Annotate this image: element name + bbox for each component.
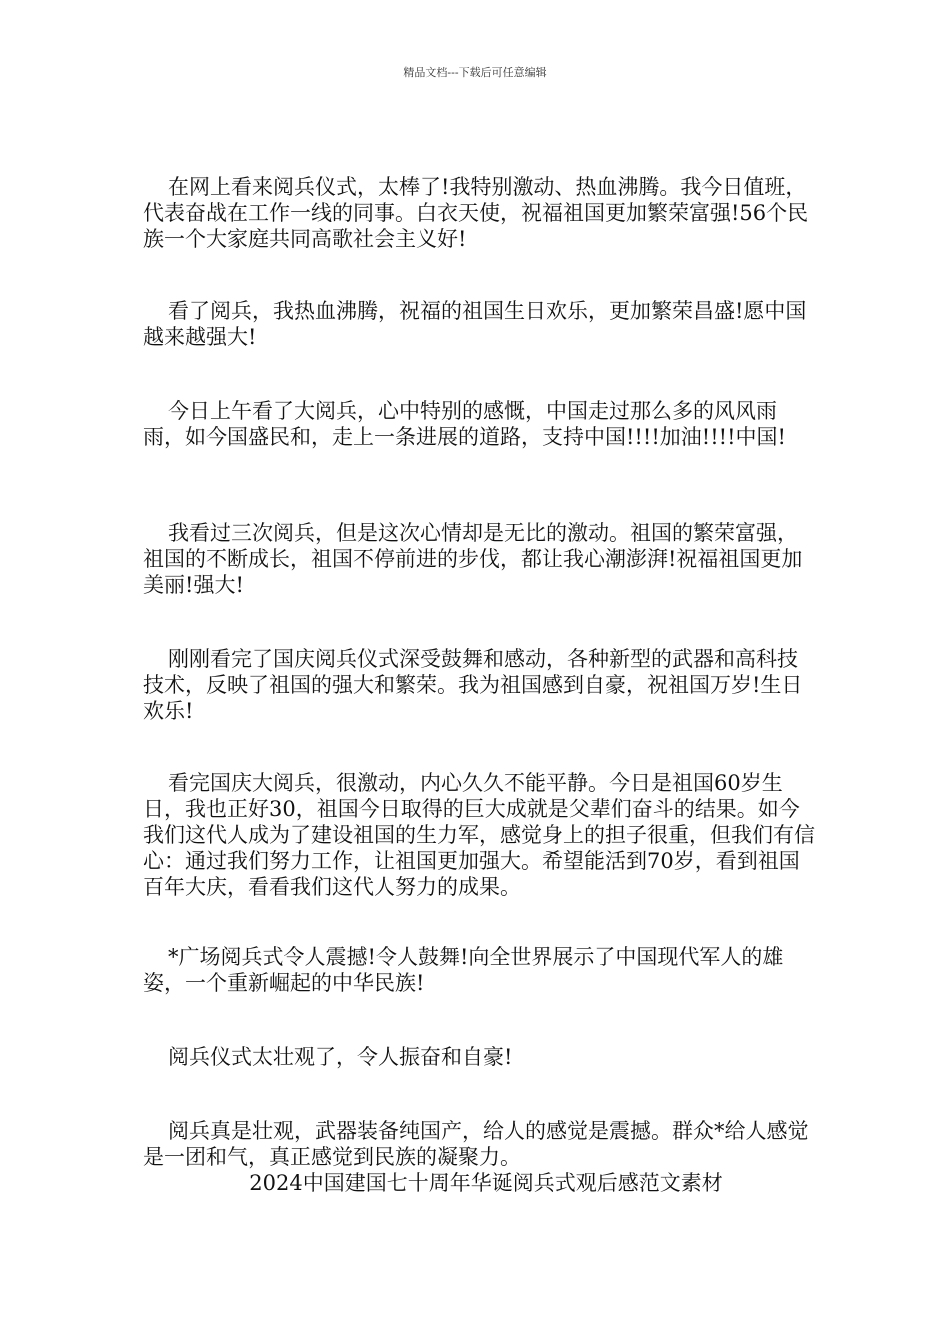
document-title: 2024中国建国七十周年华诞阅兵式观后感范文素材	[249, 1171, 723, 1195]
paragraph-9: 阅兵真是壮观，武器装备纯国产，给人的感觉是震撼。群众*给人感觉是一团和气，真正感觉到民族的凝聚力。	[143, 1119, 809, 1169]
paragraph-3: 今日上午看了大阅兵，心中特别的感慨，中国走过那么多的风风雨雨，如今国盛民和，走上一条进展的道路，支持中国!!!!加油!!!!中国!	[143, 399, 786, 449]
paragraph-7: *广场阅兵式令人震撼!令人鼓舞!向全世界展示了中国现代军人的雄姿，一个重新崛起的中华民族!	[143, 945, 784, 995]
paragraph-8: 阅兵仪式太壮观了，令人振奋和自豪!	[168, 1045, 513, 1069]
paragraph-2: 看了阅兵，我热血沸腾，祝福的祖国生日欢乐，更加繁荣昌盛!愿中国越来越强大!	[143, 299, 807, 349]
paragraph-1: 在网上看来阅兵仪式，太棒了!我特别激动、热血沸腾。我今日值班，代表奋战在工作一线的同事。白衣天使，祝福祖国更加繁荣富强!56个民族一个大家庭共同高歌社会主义好!	[143, 175, 809, 251]
paragraph-6: 看完国庆大阅兵，很激动，内心久久不能平静。今日是祖国60岁生日，我也正好30，祖国今日取得的巨大成就是父辈们奋斗的结果。如今我们这代人成为了建设祖国的生力军，感觉身上的担子很重，但我们有信心：通过我们努力工作，让祖国更加强大。希望能活到70岁，看到祖国百年大庆，看看我们这代人努力的成果。	[143, 771, 815, 899]
paragraph-4: 我看过三次阅兵，但是这次心情却是无比的激动。祖国的繁荣富强，祖国的不断成长，祖国不停前进的步伐，都让我心潮澎湃!祝福祖国更加美丽!强大!	[143, 521, 803, 597]
page-header: 精品文档---下载后可任意编辑	[403, 66, 547, 79]
paragraph-5: 刚刚看完了国庆阅兵仪式深受鼓舞和感动，各种新型的武器和高科技技术，反映了祖国的强大和繁荣。我为祖国感到自豪，祝祖国万岁!生日欢乐!	[143, 647, 803, 723]
